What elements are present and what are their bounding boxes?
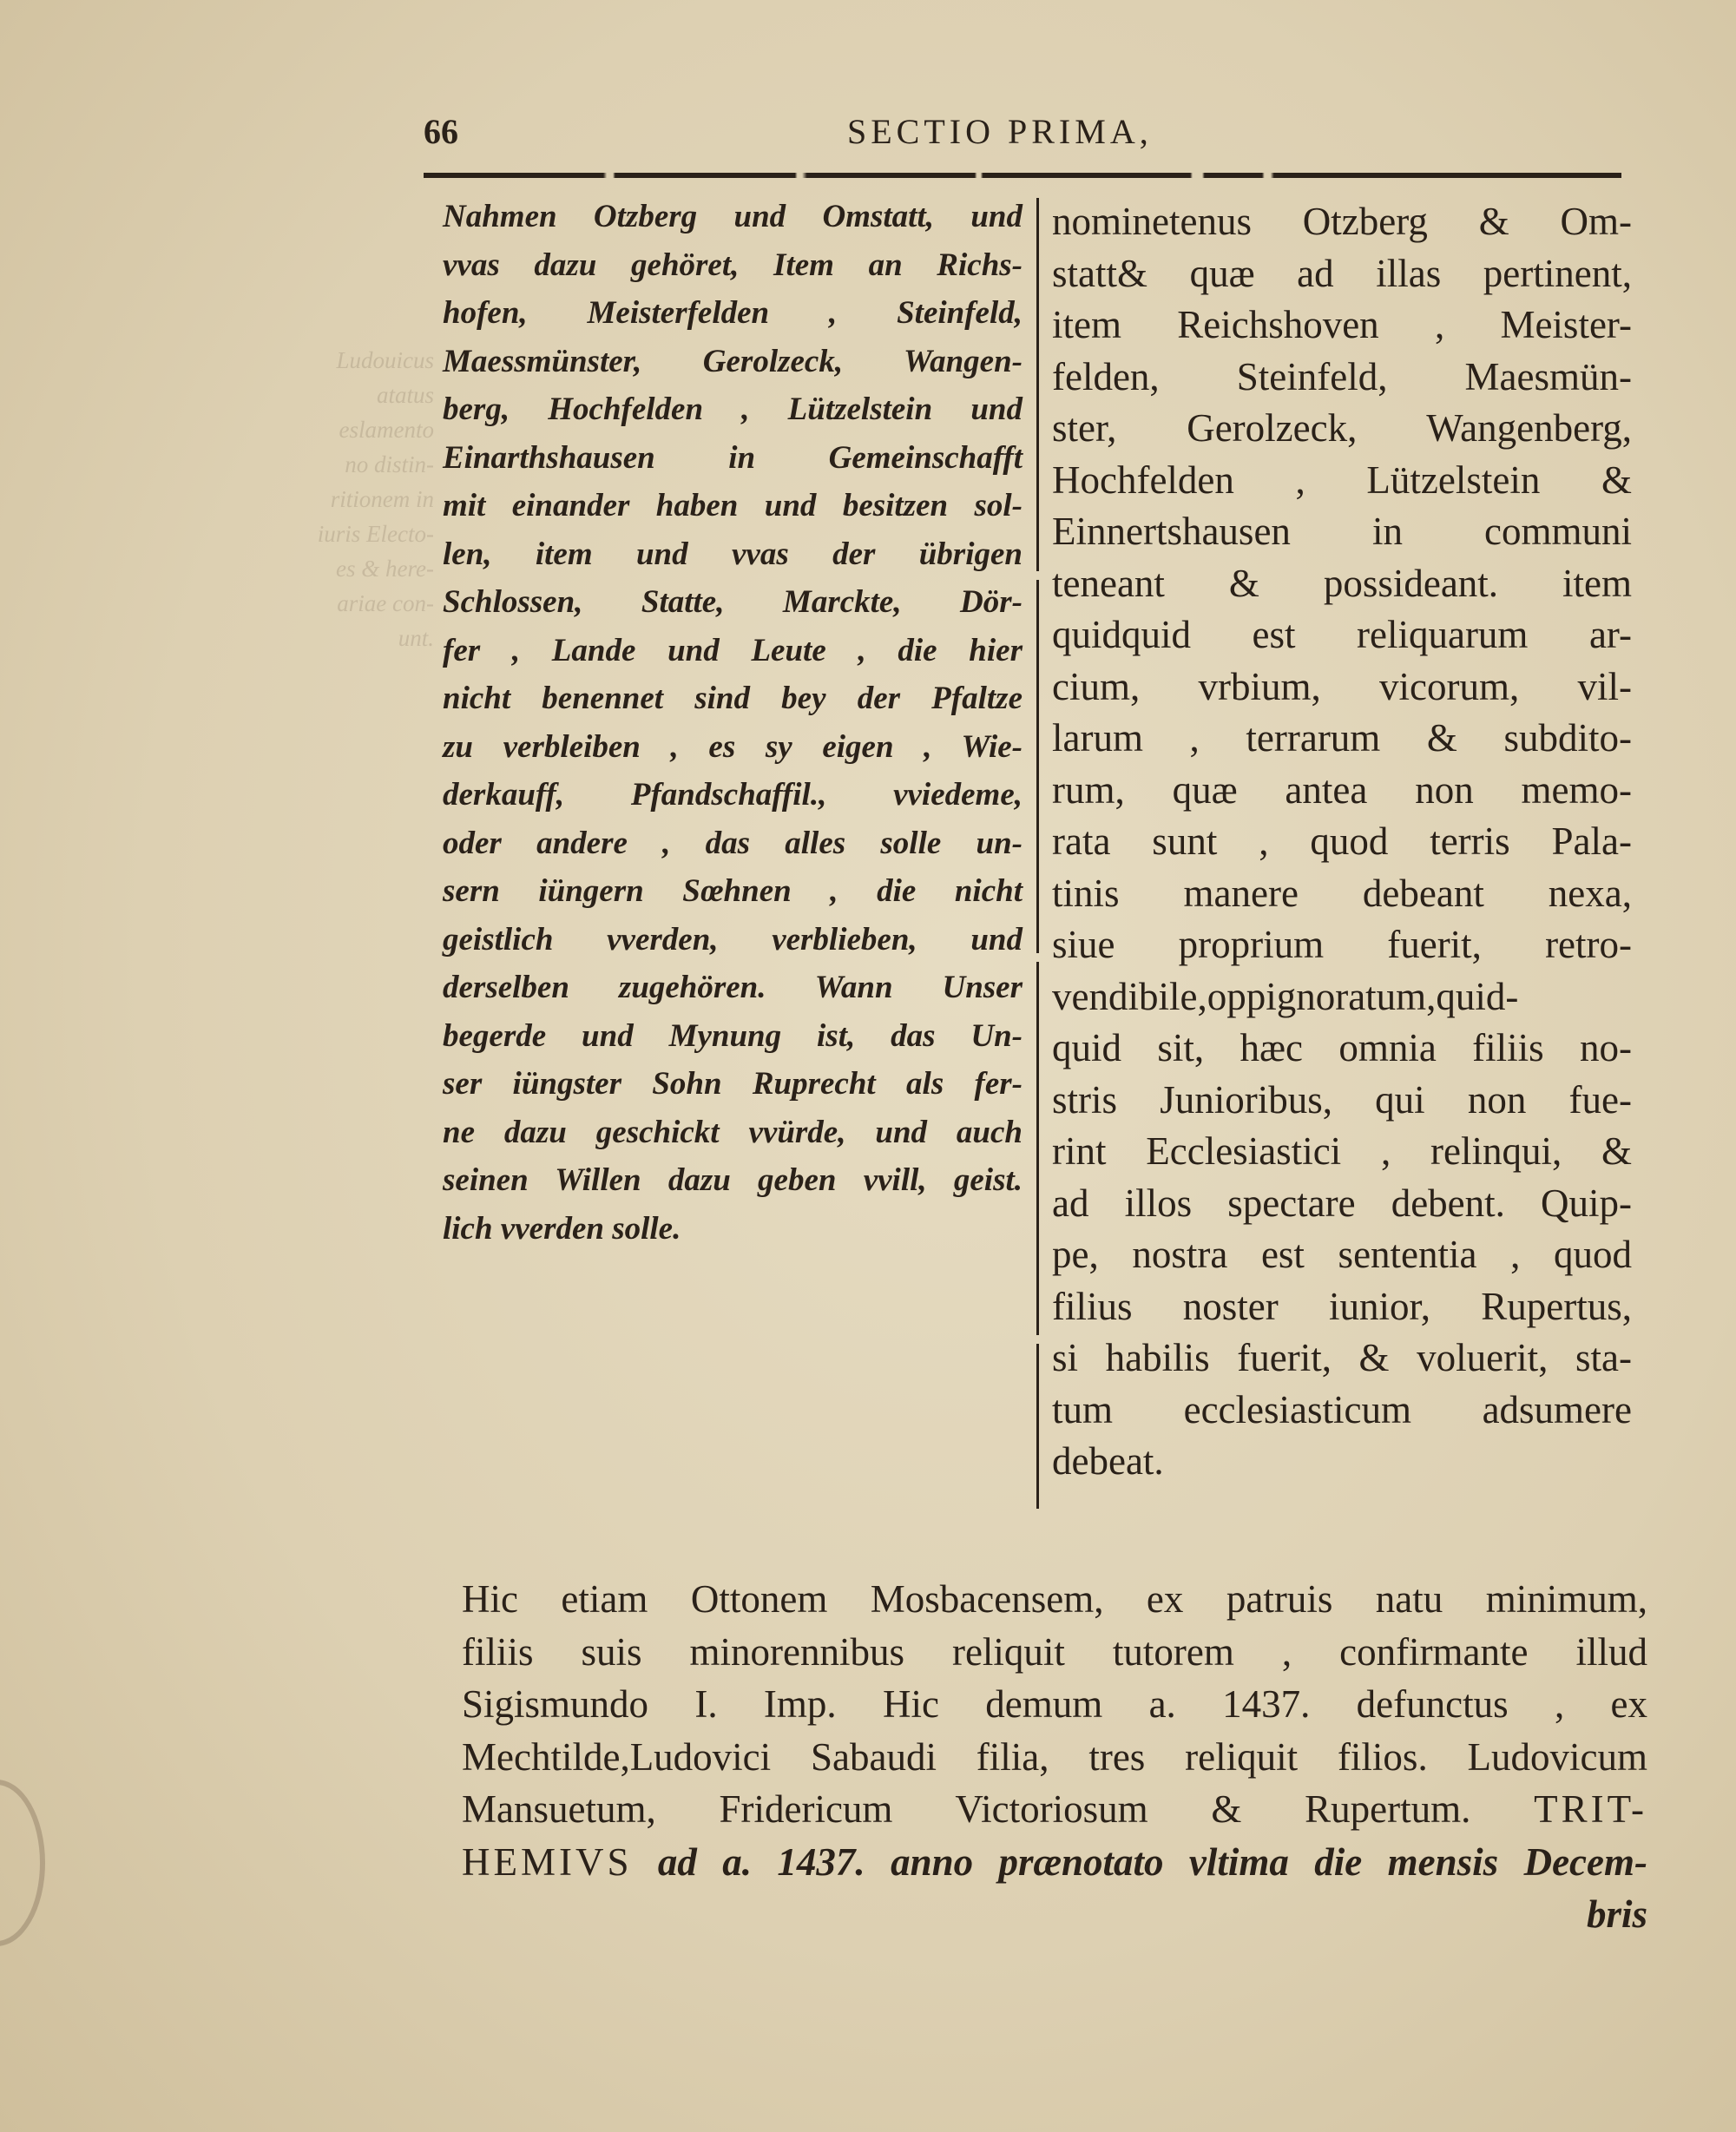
german-line: mit einander haben und besitzen sol- (443, 488, 1023, 523)
german-line: ne dazu geschickt vvürde, und auch (443, 1114, 1023, 1150)
latin-line: tum ecclesiasticum adsumere (1052, 1387, 1632, 1431)
body-line (462, 1783, 1647, 1836)
german-line: Nahmen Otzberg und Omstatt, und (443, 199, 1023, 234)
body-line (462, 1836, 1647, 1889)
latin-line: tinis manere debeant nexa, (1052, 871, 1632, 915)
bleed-line: Ludouicus (336, 347, 434, 373)
german-line: seinen Willen dazu geben vvill, geist. (443, 1162, 1023, 1198)
header-rule (424, 173, 1621, 178)
bleed-line: es & here- (336, 556, 434, 582)
body-line: Hic etiam Ottonem Mosbacensem, ex patruis natu minimum, (462, 1577, 1647, 1621)
bleed-line: unt. (398, 625, 434, 651)
latin-column (1052, 196, 1632, 1488)
latin-line: stris Junioribus, qui non fue- (1052, 1077, 1632, 1122)
german-line: Einarthshausen in Gemeinschafft (443, 439, 1023, 476)
bleed-line: ariae con- (337, 590, 434, 616)
page-header (424, 111, 1621, 155)
latin-line: statt& quæ ad illas pertinent, (1052, 251, 1632, 295)
catchword: bris (1586, 1892, 1647, 1936)
bleed-line: atatus (376, 382, 434, 408)
german-line: lich vverden solle. (443, 1210, 681, 1247)
german-line: zu verbleiben , es sy eigen , Wie- (443, 728, 1023, 765)
bleed-through-text (226, 343, 434, 655)
binding-ring-shadow (0, 1780, 45, 1946)
german-line: len, item und vvas der übrigen (443, 536, 1023, 572)
body-paragraph (462, 1573, 1647, 1941)
german-line: vvas dazu gehöret, Item an Richs- (443, 247, 1023, 283)
german-line: nicht benennet sind bey der Pfaltze (443, 681, 1023, 716)
bleed-line: ritionem in (330, 486, 434, 512)
citation-italic: ad a. 1437. anno prænotato vltima die mensis Decem- (657, 1839, 1647, 1884)
latin-line: nominetenus Otzberg & Om- (1052, 200, 1632, 243)
latin-line: item Reichshoven , Meister- (1052, 303, 1632, 346)
german-line: berg, Hochfelden , Lützelstein und (443, 392, 1023, 427)
bleed-line: eslamento (339, 417, 434, 443)
latin-line: Einnertshausen in communi (1052, 510, 1632, 553)
latin-line: teneant & possideant. item (1052, 561, 1632, 605)
author-name-part1: TRIT- (1534, 1787, 1648, 1831)
latin-line: cium, vrbium, vicorum, vil- (1052, 664, 1632, 708)
latin-line: quid sit, hæc omnia filiis no- (1052, 1026, 1632, 1069)
german-line: Maessmünster, Gerolzeck, Wangen- (443, 343, 1023, 379)
german-line: geistlich vverden, verblieben, und (443, 921, 1023, 957)
author-name-part2: HEMIVS (462, 1839, 633, 1884)
bleed-line: iuris Electo- (317, 521, 434, 547)
german-line: ser iüngster Sohn Ruprecht als fer- (443, 1066, 1023, 1102)
body-line: Sigismundo I. Imp. Hic demum a. 1437. defunctus , ex (462, 1682, 1647, 1726)
latin-line: quidquid est reliquarum ar- (1052, 613, 1632, 656)
german-line: Schlossen, Statte, Marckte, Dör- (443, 584, 1023, 620)
page-number: 66 (424, 112, 458, 151)
body-line-roman: Mansuetum, Fridericum Victoriosum & Rupertum. (462, 1787, 1471, 1831)
german-line: begerde und Mynung ist, das Un- (443, 1017, 1023, 1054)
latin-line: pe, nostra est sententia , quod (1052, 1233, 1632, 1276)
column-divider (1036, 198, 1039, 1509)
german-line: oder andere , das alles solle un- (443, 825, 1023, 861)
running-head: SECTIO PRIMA, (847, 112, 1153, 151)
latin-line: rint Ecclesiastici , relinqui, & (1052, 1129, 1632, 1173)
latin-line: felden, Steinfeld, Maesmün- (1052, 354, 1632, 398)
german-line: derselben zugehören. Wann Unser (443, 970, 1023, 1005)
body-line: filiis suis minorennibus reliquit tutorem , confirmante illud (462, 1629, 1647, 1674)
latin-line: ad illos spectare debent. Quip- (1052, 1181, 1632, 1225)
latin-line: ster, Gerolzeck, Wangenberg, (1052, 406, 1632, 450)
latin-line: si habilis fuerit, & voluerit, sta- (1052, 1336, 1632, 1379)
latin-line: siue proprium fuerit, retro- (1052, 923, 1632, 966)
latin-line: filius noster iunior, Rupertus, (1052, 1284, 1632, 1328)
german-line: fer , Lande und Leute , die hier (443, 632, 1023, 668)
latin-line: rata sunt , quod terris Pala- (1052, 819, 1632, 863)
bleed-line: no distin- (345, 451, 434, 477)
german-column (443, 193, 1023, 1253)
german-line: sern iüngern Sœhnen , die nicht (443, 873, 1023, 909)
latin-line: rum, quæ antea non memo- (1052, 767, 1632, 812)
latin-line: vendibile,oppignoratum,quid- (1052, 974, 1519, 1018)
german-line: derkauff, Pfandschaffil., vviedeme, (443, 777, 1023, 813)
latin-line: Hochfelden , Lützelstein & (1052, 457, 1632, 502)
latin-line: debeat. (1052, 1439, 1164, 1483)
body-line: Mechtilde,Ludovici Sabaudi filia, tres reliquit filios. Ludovicum (462, 1734, 1647, 1779)
latin-line: larum , terrarum & subdito- (1052, 716, 1632, 760)
german-line: hofen, Meisterfelden , Steinfeld, (443, 295, 1023, 331)
